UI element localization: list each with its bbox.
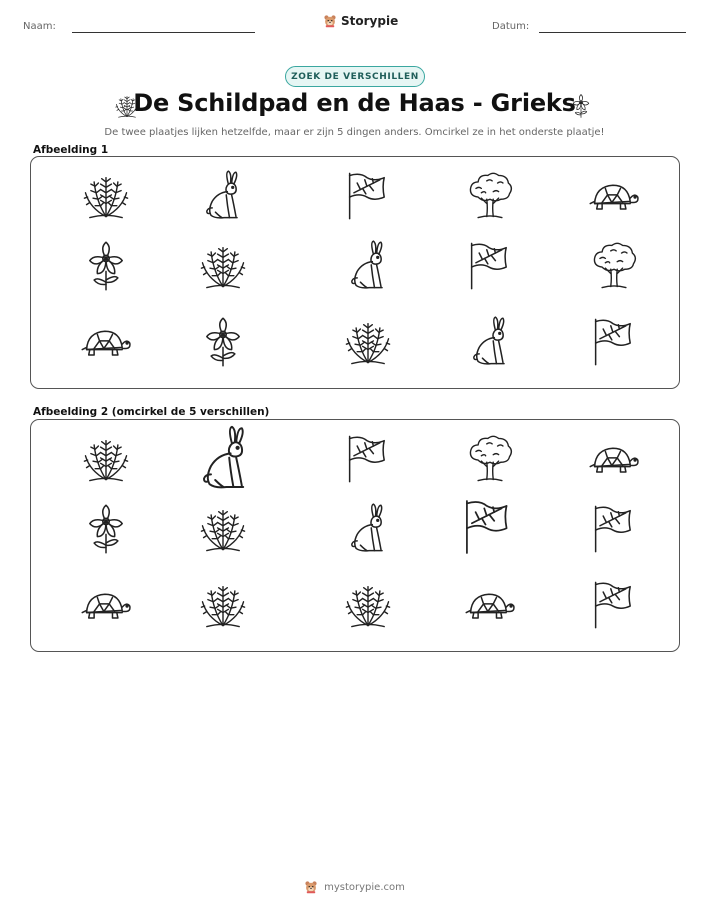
fern-plant-icon xyxy=(79,169,133,223)
date-field[interactable] xyxy=(539,32,686,33)
picture-2-panel[interactable] xyxy=(30,419,680,652)
brand-name: Storypie xyxy=(341,14,399,28)
flag-icon xyxy=(341,169,395,223)
activity-badge: ZOEK DE VERSCHILLEN xyxy=(285,66,425,87)
picture-1-panel xyxy=(30,156,680,389)
flag-icon[interactable] xyxy=(457,496,519,558)
name-field[interactable] xyxy=(72,32,255,33)
picture-2-label: Afbeelding 2 (omcirkel de 5 verschillen) xyxy=(33,406,270,418)
flower-icon xyxy=(196,315,250,369)
hare-icon xyxy=(196,169,250,223)
fern-plant-icon xyxy=(341,315,395,369)
flower-icon[interactable] xyxy=(79,502,133,556)
fern-plant-icon[interactable] xyxy=(341,578,395,632)
footer xyxy=(0,880,709,894)
tree-icon[interactable] xyxy=(463,432,517,486)
name-label: Naam: xyxy=(23,21,56,32)
flower-icon xyxy=(79,239,133,293)
tortoise-icon[interactable] xyxy=(463,578,517,632)
footer-url: mystorypie.com xyxy=(324,881,405,893)
tortoise-icon xyxy=(587,169,641,223)
page-title: De Schildpad en de Haas - Grieks xyxy=(133,89,576,117)
storypie-bear-icon xyxy=(323,14,337,28)
storypie-bear-icon xyxy=(304,880,318,894)
fern-plant-icon[interactable] xyxy=(79,432,133,486)
flag-icon[interactable] xyxy=(587,502,641,556)
tortoise-icon xyxy=(79,315,133,369)
fern-plant-icon[interactable] xyxy=(196,578,250,632)
hare-icon xyxy=(463,315,517,369)
hare-icon xyxy=(341,239,395,293)
flag-icon[interactable] xyxy=(341,432,395,486)
hare-icon[interactable] xyxy=(190,424,260,494)
hare-icon[interactable] xyxy=(341,502,395,556)
tortoise-icon[interactable] xyxy=(587,432,641,486)
brand-logo xyxy=(323,14,398,28)
tortoise-icon[interactable] xyxy=(79,578,133,632)
flag-icon xyxy=(587,315,641,369)
instructions: De twee plaatjes lijken hetzelfde, maar er zijn 5 dingen anders. Omcirkel ze in het onderste plaatje! xyxy=(104,127,605,138)
flower-icon xyxy=(568,92,594,120)
flag-icon[interactable] xyxy=(587,578,641,632)
date-label: Datum: xyxy=(492,21,530,32)
fern-plant-icon[interactable] xyxy=(196,502,250,556)
tree-icon xyxy=(463,169,517,223)
fern-plant-icon xyxy=(196,239,250,293)
picture-1-label: Afbeelding 1 xyxy=(33,144,109,156)
flag-icon xyxy=(463,239,517,293)
tree-icon xyxy=(587,239,641,293)
